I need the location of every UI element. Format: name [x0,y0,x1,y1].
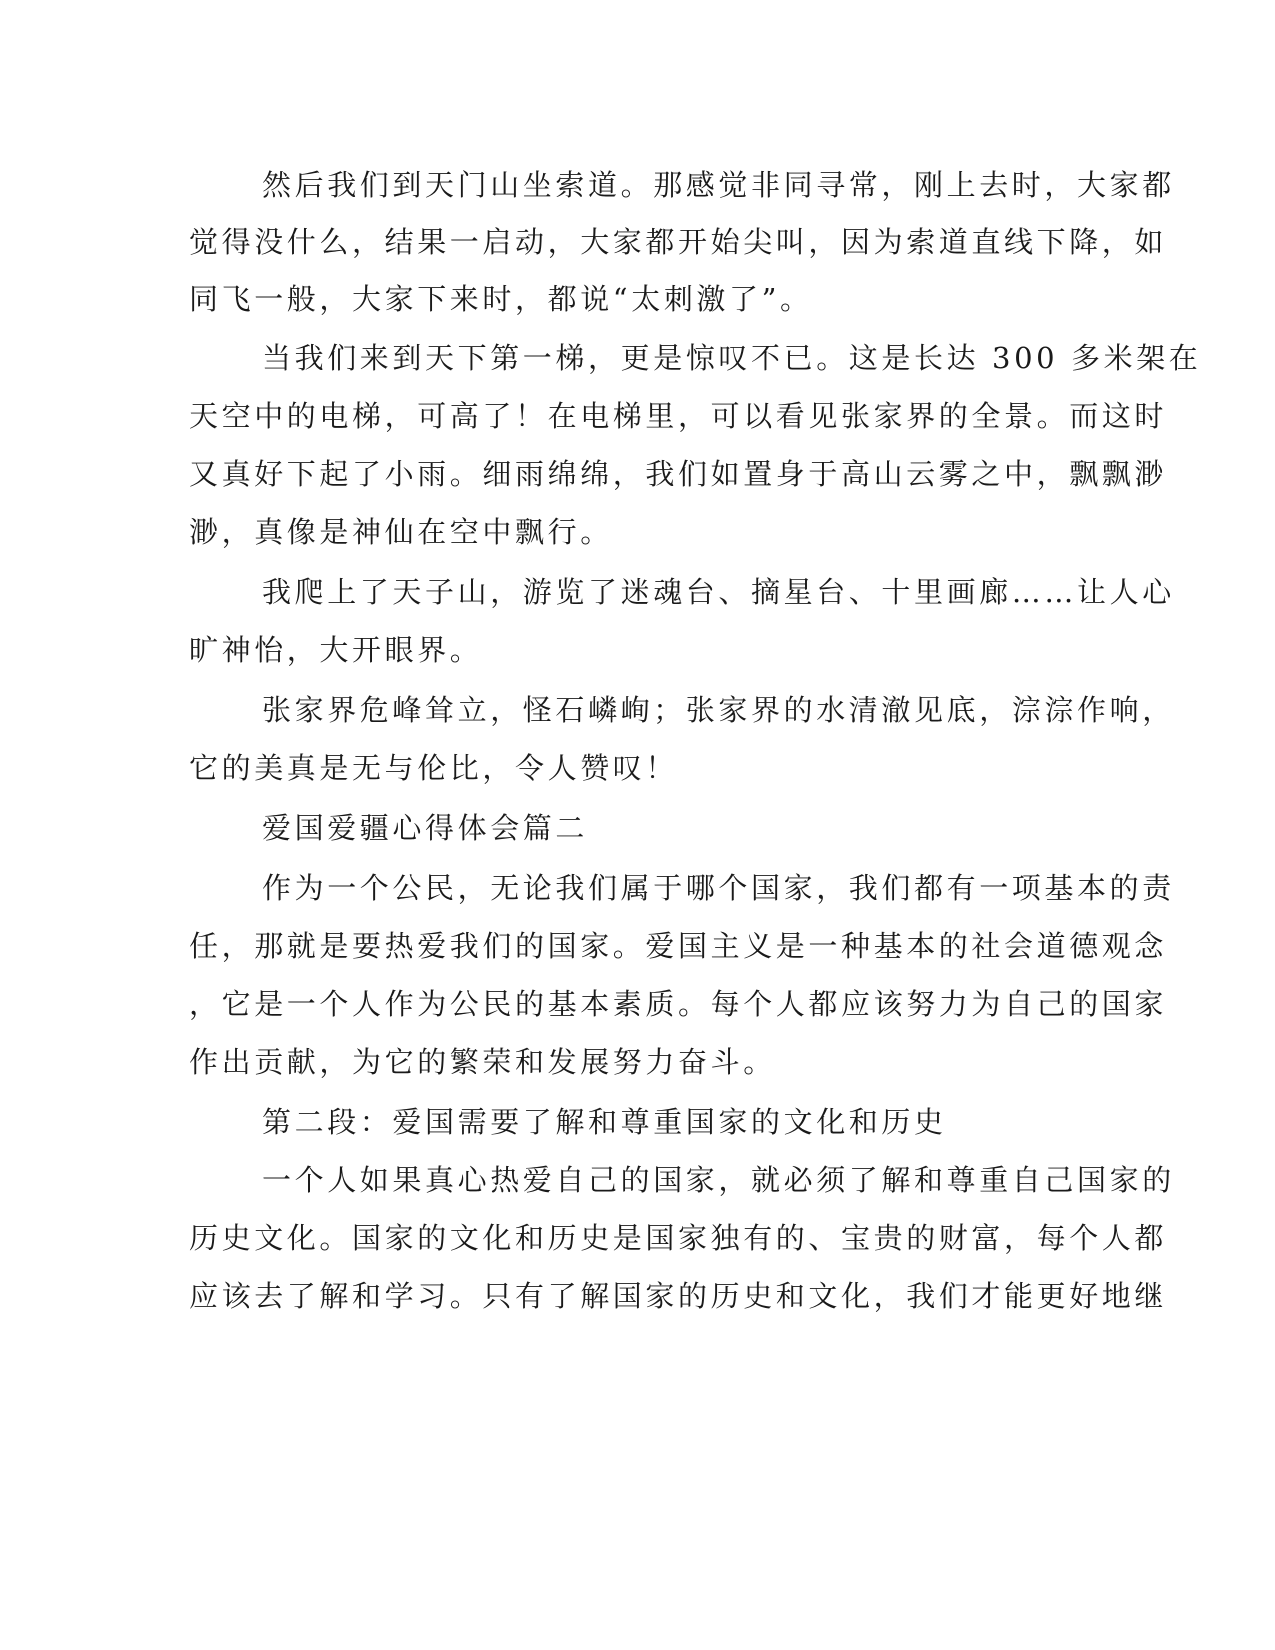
text-line: 一个人如果真心热爱自己的国家，就必须了解和尊重自己国家的 [262,1163,1175,1197]
section-heading: 爱国爱疆心得体会篇二 [262,811,589,845]
text-line: 历史文化。国家的文化和历史是国家独有的、宝贵的财富，每个人都 [189,1221,1168,1255]
text-line: 作为一个公民，无论我们属于哪个国家，我们都有一项基本的责 [262,871,1175,905]
text-line: 当我们来到天下第一梯，更是惊叹不已。这是长达 300 多米架在 [262,341,1202,375]
section-heading: 第二段：爱国需要了解和尊重国家的文化和历史 [262,1105,947,1139]
text-line: 渺，真像是神仙在空中飘行。 [189,515,613,549]
text-line: 旷神怡，大开眼界。 [189,633,483,667]
text-line: 又真好下起了小雨。细雨绵绵，我们如置身于高山云雾之中，飘飘渺 [189,457,1168,491]
text-line: 然后我们到天门山坐索道。那感觉非同寻常，刚上去时，大家都 [262,168,1175,202]
text-line: 同飞一般，大家下来时，都说“太刺激了”。 [189,282,813,316]
text-line: 天空中的电梯，可高了！在电梯里，可以看见张家界的全景。而这时 [189,399,1168,433]
text-line: 我爬上了天子山，游览了迷魂台、摘星台、十里画廊……让人心 [262,575,1175,609]
text-line: 任，那就是要热爱我们的国家。爱国主义是一种基本的社会道德观念 [189,929,1168,963]
text-line: 张家界危峰耸立，怪石嶙峋；张家界的水清澈见底，淙淙作响， [262,693,1175,727]
text-line: 作出贡献，为它的繁荣和发展努力奋斗。 [189,1045,776,1079]
text-line: 觉得没什么，结果一启动，大家都开始尖叫，因为索道直线下降，如 [189,225,1168,259]
text-line: 它的美真是无与伦比，令人赞叹！ [189,751,679,785]
text-line: ，它是一个人作为公民的基本素质。每个人都应该努力为自己的国家 [189,987,1168,1021]
text-line: 应该去了解和学习。只有了解国家的历史和文化，我们才能更好地继 [189,1279,1168,1313]
